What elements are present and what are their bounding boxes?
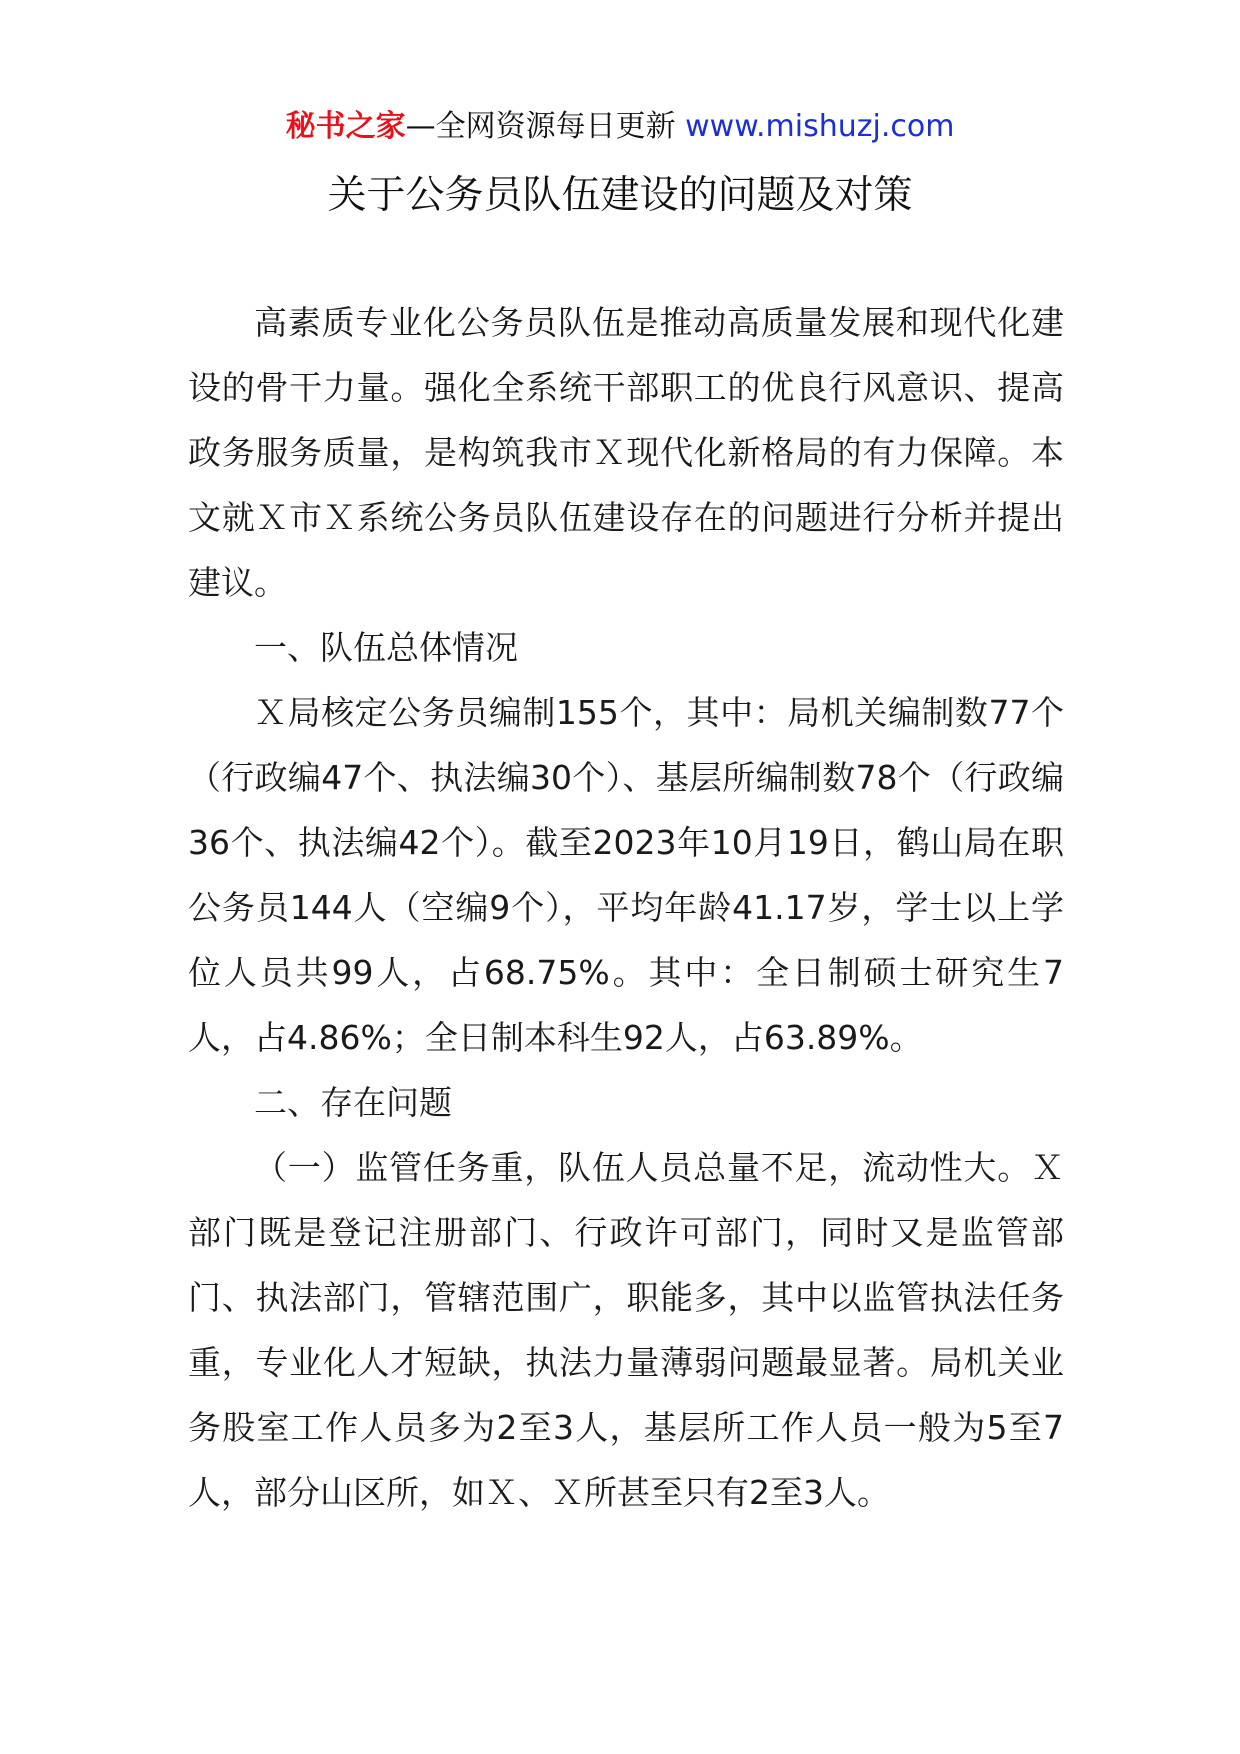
section-heading-overview: 一、队伍总体情况 [254, 628, 518, 667]
site-url-link[interactable]: www.mishuzj.com [685, 109, 955, 144]
intro-paragraph: 高素质专业化公务员队伍是推动高质量发展和现代化建设的骨干力量。强化全系统干部职工的优良行风意识、提高政务服务质量，是构筑我市Ｘ现代化新格局的有力保障。本文就Ｘ市Ｘ系统公务员队伍建设存在的问题进行分析并提出建议。 [188, 303, 1064, 602]
overview-paragraph: Ｘ局核定公务员编制155个，其中：局机关编制数77个（行政编47个、执法编30个）、基层所编制数78个（行政编36个、执法编42个）。截至2023年10月19日，鹤山局在职公务员144人（空编9个），平均年龄41.17岁，学士以上学位人员共99人，占68.75%。其中：全日制硕士研究生7人，占4.86%；全日制本科生92人，占63.89%。 [188, 693, 1064, 1057]
brand-name: 秘书之家 [285, 109, 406, 144]
document-title: 关于公务员队伍建设的问题及对策 [327, 173, 913, 218]
banner-tagline: —全网资源每日更新 [405, 109, 686, 144]
problem-paragraph-1: （一）监管任务重，队伍人员总量不足，流动性大。Ｘ部门既是登记注册部门、行政许可部门，同时又是监管部门、执法部门，管辖范围广，职能多，其中以监管执法任务重，专业化人才短缺，执法力量薄弱问题最显著。局机关业务股室工作人员多为2至3人，基层所工作人员一般为5至7人，部分山区所，如Ｘ、Ｘ所甚至只有2至3人。 [188, 1148, 1064, 1512]
document-body [188, 290, 1064, 1525]
site-banner [0, 105, 1240, 149]
section-heading-problems: 二、存在问题 [254, 1083, 452, 1122]
